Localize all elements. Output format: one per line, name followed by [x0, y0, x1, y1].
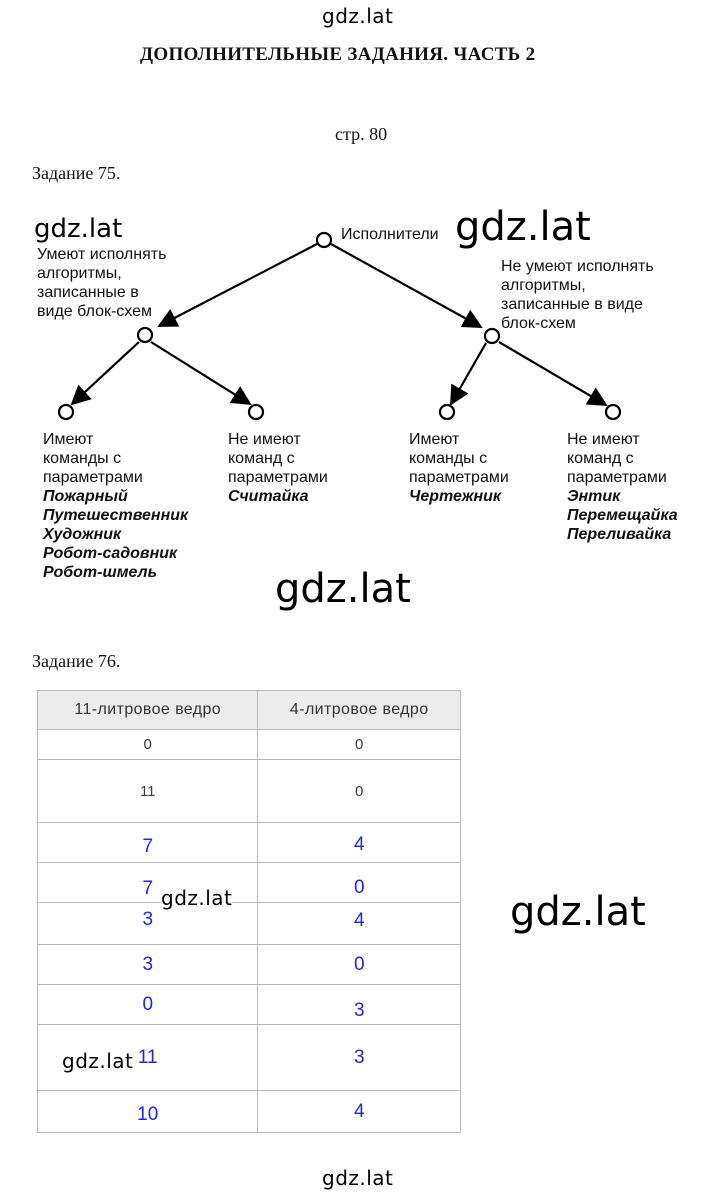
edge-right-rr: [499, 342, 606, 405]
node-right: [485, 329, 499, 343]
table-row: [38, 863, 461, 903]
table-row: [38, 760, 461, 823]
cell-11l: 11: [38, 760, 258, 823]
watermark-tree-bottom: gdz.lat: [275, 566, 411, 612]
table-row: [38, 730, 461, 760]
tree-leaf-4: Не имеют команд с параметрами Энтик Перемещайка Переливайка: [567, 431, 678, 543]
cell-11l: 10: [38, 1091, 258, 1133]
task-75-label: Задание 75.: [32, 163, 121, 183]
node-root: [317, 233, 331, 247]
edge-root-right: [331, 244, 481, 327]
cell-11l: 3: [38, 903, 258, 945]
cell-11l: 7: [38, 863, 258, 903]
watermark-tree-right: gdz.lat: [455, 204, 591, 250]
cell-11l: 0: [38, 985, 258, 1025]
cell-4l: 0: [258, 863, 461, 903]
watermark-tree-left: gdz.lat: [34, 214, 123, 244]
table-row: [38, 823, 461, 863]
cell-4l: 4: [258, 823, 461, 863]
node-leaf-1: [59, 405, 73, 419]
cell-11l: 0: [38, 730, 258, 760]
column-header-11l: 11-литровое ведро: [38, 691, 258, 730]
cell-4l: 0: [258, 760, 461, 823]
tree-leaf-1: Имеют команды с параметрами Пожарный Путешественник Художник Робот-садовник Робот-шмель: [43, 431, 189, 581]
tree-left-branch-label: Умеют исполнять алгоритмы, записанные в виде блок-схем: [37, 246, 167, 320]
table-row: [38, 945, 461, 985]
cell-11l: 3: [38, 945, 258, 985]
cell-4l: 0: [258, 945, 461, 985]
cell-4l: 4: [258, 903, 461, 945]
cell-11l: 11: [38, 1025, 258, 1091]
table-row: [38, 985, 461, 1025]
node-leaf-4: [606, 405, 620, 419]
column-header-4l: 4-литровое ведро: [258, 691, 461, 730]
edge-left-lr: [151, 342, 250, 404]
table-row: [38, 903, 461, 945]
cell-4l: 3: [258, 1025, 461, 1091]
edge-root-left: [159, 244, 317, 326]
watermark-table-1: gdz.lat: [161, 886, 233, 910]
edge-right-rl: [451, 343, 486, 404]
tree-leaf-2: Не имеют команд с параметрами Считайка: [228, 431, 328, 505]
cell-11l: 7: [38, 823, 258, 863]
table-row: [38, 1091, 461, 1133]
edge-left-ll: [72, 342, 139, 404]
cell-4l: 3: [258, 985, 461, 1025]
tree-leaf-3: Имеют команды с параметрами Чертежник: [409, 431, 509, 505]
watermark-bottom: gdz.lat: [322, 1166, 394, 1190]
node-leaf-3: [440, 405, 454, 419]
node-left: [138, 328, 152, 342]
cell-4l: 4: [258, 1091, 461, 1133]
watermark-table-2: gdz.lat: [62, 1049, 134, 1073]
cell-4l: 0: [258, 730, 461, 760]
task-76-label: Задание 76.: [32, 651, 121, 671]
tree-right-branch-label: Не умеют исполнять алгоритмы, записанные в виде блок-схем: [501, 258, 654, 332]
watermark-top: gdz.lat: [322, 4, 394, 28]
node-leaf-2: [249, 405, 263, 419]
tree-root-label: Исполнители: [341, 226, 439, 243]
page-title: ДОПОЛНИТЕЛЬНЫЕ ЗАДАНИЯ. ЧАСТЬ 2: [140, 44, 536, 65]
watermark-right: gdz.lat: [510, 889, 646, 935]
page-number: стр. 80: [335, 124, 388, 144]
table-header-row: [38, 691, 461, 730]
